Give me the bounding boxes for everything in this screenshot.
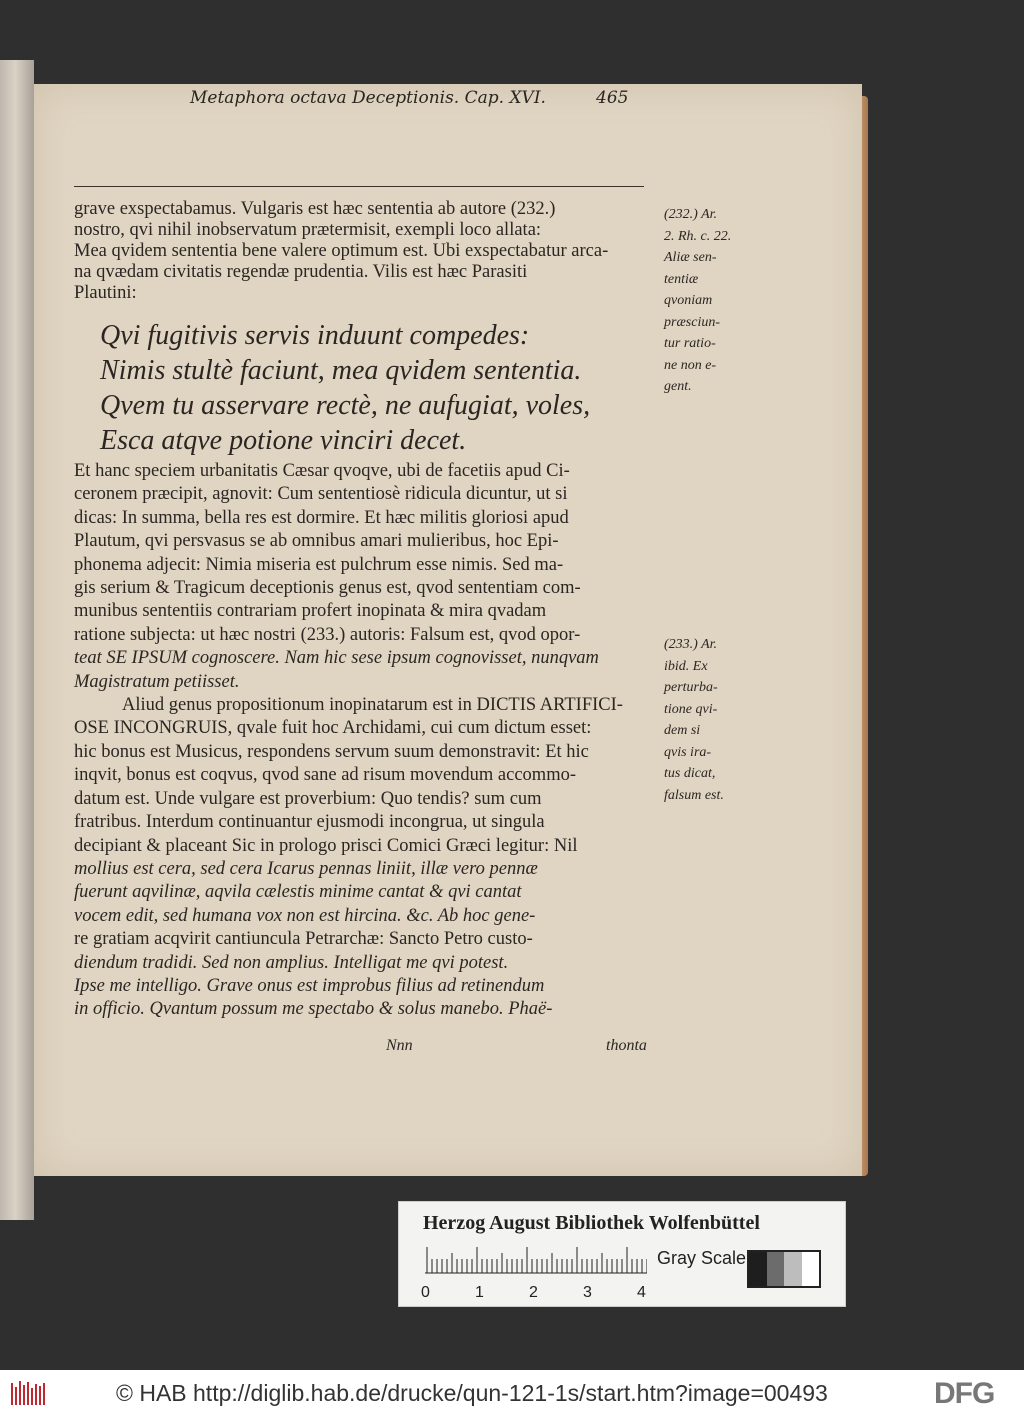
body-line: in officio. Qvantum possum me spectabo & solus manebo. Phaë- — [74, 999, 553, 1020]
body-line: OSE INCONGRUIS, qvale fuit hoc Archidami, cui cum dictum esset: — [74, 718, 592, 739]
margin-line: præsciun- — [664, 314, 720, 330]
margin-line: tus dicat, — [664, 766, 716, 781]
gray-scale-label: Gray Scale — [657, 1248, 747, 1268]
ruler-number: 3 — [583, 1284, 592, 1301]
catchword: thonta — [606, 1037, 647, 1054]
body-line: vocem edit, sed humana vox non est hircina. &c. Ab hoc gene- — [74, 905, 536, 926]
margin-line: falsum est. — [664, 787, 724, 803]
margin-line: tur ratio- — [664, 336, 716, 351]
swatch — [802, 1252, 820, 1286]
body-text-2 — [74, 460, 664, 1022]
ruler-number: 0 — [421, 1284, 430, 1301]
ruler-scale — [425, 1246, 647, 1274]
header-rule — [74, 186, 644, 187]
margin-line: dem si — [664, 723, 701, 738]
margin-line: qvis ira- — [664, 744, 712, 760]
body-line: Mea qvidem sententia bene valere optimum est. Ubi exspectabatur arca- — [74, 241, 609, 261]
verse-line: Esca atqve potione vinciri decet. — [100, 425, 467, 456]
body-line: phonema adjecit: Nimia miseria est pulchrum esse nimis. Sed ma- — [74, 554, 564, 575]
body-line: Aliud genus propositionum inopinatarum est in DICTIS ARTIFICI- — [122, 695, 623, 716]
body-line: hic bonus est Musicus, respondens servum suum demonstravit: Et hic — [74, 741, 589, 762]
body-line: mollius est cera, sed cera Icarus pennas liniit, illæ vero pennæ — [74, 858, 538, 879]
margin-line: Aliæ sen- — [664, 250, 717, 265]
margin-note-232 — [664, 204, 764, 398]
body-line: re gratiam acqvirit cantiunculа Petrarchæ: Sancto Petro custo- — [74, 929, 533, 950]
library-name: Herzog August Bibliothek Wolfenbüttel — [423, 1212, 760, 1234]
margin-line: gent. — [664, 379, 692, 394]
ruler-number: 1 — [475, 1284, 484, 1301]
header-title: Metaphora octava Deceptionis. Cap. XVI. — [190, 88, 546, 108]
body-line: nostro, qvi nihil inobservatum prætermisit, exempli loco allata: — [74, 220, 542, 240]
margin-note-233 — [664, 634, 764, 806]
margin-line: qvoniam — [664, 293, 713, 308]
body-line: dicas: In summa, bella res est dormire. Et hæc militis gloriosi apud — [74, 507, 569, 528]
body-line: Et hanc speciem urbanitatis Cæsar qvoqve, ubi de facetiis apud Ci- — [74, 461, 570, 481]
margin-line: (232.) Ar. — [664, 207, 718, 222]
body-line: ratione subjecta: ut hæc nostri (233.) autoris: Falsum est, qvod opor- — [74, 624, 581, 645]
body-line: Magistratum petiisset. — [74, 671, 240, 692]
footer-copyright-url[interactable]: © HAB http://diglib.hab.de/drucke/qun-121-1s/start.htm?image=00493 — [116, 1380, 828, 1406]
margin-line: ne non e- — [664, 357, 717, 373]
body-line: datum est. Unde vulgare est proverbium: Quo tendis? sum cum — [74, 788, 542, 809]
signature-mark: Nnn — [386, 1037, 413, 1054]
margin-line: (233.) Ar. — [664, 637, 718, 652]
verse-quote — [100, 318, 660, 458]
swatch — [749, 1252, 767, 1286]
book-spine — [0, 60, 34, 1220]
body-line: fuerunt aqvilinæ, aqvila cælestis minime cantat & qvi cantat — [74, 882, 522, 903]
gray-scale-swatches — [747, 1250, 821, 1288]
body-line: Plautum, qvi persvasus se ab omnibus amari mulieribus, hoc Epi- — [74, 531, 559, 552]
body-line: Ipse me intelligo. Grave onus est improbus filius ad retinendum — [74, 975, 545, 996]
body-line: munibus sententiis contrariam profert inopinata & mira qvadam — [74, 601, 547, 622]
body-line: fratribus. Interdum continuantur ejusmodi incongrua, ut singula — [74, 812, 545, 833]
verse-line: Qvem tu asservare rectè, ne aufugiat, voles, — [100, 390, 591, 421]
verse-line: Nimis stultè faciunt, mea qvidem sententia. — [100, 355, 582, 386]
body-text-1 — [74, 199, 664, 304]
body-line: teat SE IPSUM cognoscere. Nam hic sese ipsum cognovisset, nunqvam — [74, 648, 599, 669]
swatch — [767, 1252, 785, 1286]
hab-logo-icon — [10, 1379, 48, 1407]
page-number: 465 — [596, 88, 629, 108]
ruler-number: 4 — [637, 1284, 646, 1301]
library-label — [398, 1201, 846, 1307]
swatch — [784, 1252, 802, 1286]
footer-bar — [0, 1370, 1024, 1416]
body-line: decipiant & placeant Sic in prologo prisci Comici Græci legitur: Nil — [74, 835, 578, 856]
body-line: diendum tradidi. Sed non amplius. Intelligat me qvi potest. — [74, 952, 509, 973]
margin-line: ibid. Ex — [664, 658, 708, 674]
body-line: inqvit, bonus est coqvus, qvod sane ad risum movendum accommo- — [74, 765, 576, 786]
body-line: Plautini: — [74, 283, 137, 303]
body-line: na qvædam civitatis regendæ prudentia. Vilis est hæc Parasiti — [74, 262, 528, 282]
margin-line: tione qvi- — [664, 701, 718, 717]
margin-line: 2. Rh. c. 22. — [664, 228, 732, 244]
verse-line: Qvi fugitivis servis induunt compedes: — [100, 320, 530, 351]
body-line: grave exspectabamus. Vulgaris est hæc sententia ab autore (232.) — [74, 199, 556, 219]
dfg-logo: DFG — [934, 1377, 995, 1410]
margin-line: tentiæ — [664, 271, 699, 287]
body-line: ceronem præcipit, agnovit: Cum sententiosè ridicula dicuntur, ut si — [74, 484, 568, 505]
body-line: gis serium & Tragicum deceptionis genus est, qvod sententiam com- — [74, 578, 581, 599]
margin-line: perturba- — [664, 680, 718, 695]
ruler-number: 2 — [529, 1284, 538, 1301]
